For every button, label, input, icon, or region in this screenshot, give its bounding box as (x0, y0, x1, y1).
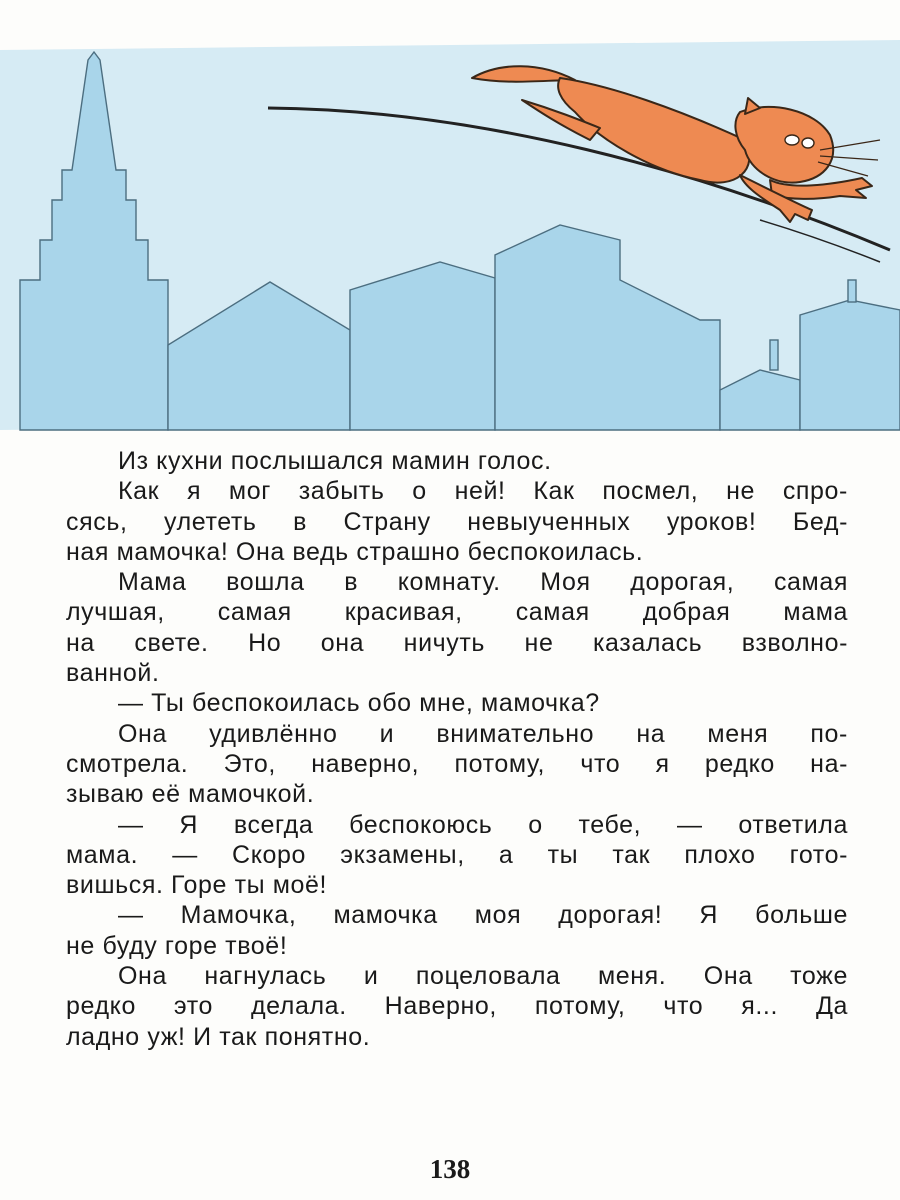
text-line: на свете. Но она ничуть не казалась взволно- (66, 628, 848, 657)
text-line: вишься. Горе ты моё! (66, 871, 328, 900)
text-line: редко это делала. Наверно, потому, что я... Да (66, 992, 848, 1021)
building-5 (800, 300, 900, 430)
text-line: ладно уж! И так понятно. (66, 1022, 371, 1051)
text-line: Она нагнулась и поцеловала меня. Она тоже (118, 962, 848, 991)
story-text (66, 446, 848, 1052)
text-line: Она удивлённо и внимательно на меня по- (118, 719, 848, 748)
text-line: мама. — Скоро экзамены, а ты так плохо гото- (66, 840, 848, 869)
page-number: 138 (429, 1154, 471, 1184)
illustration (0, 0, 900, 450)
text-line: — Ты беспокоилась обо мне, мамочка? (118, 689, 600, 718)
text-line: Мама вошла в комнату. Моя дорогая, самая (118, 568, 848, 597)
text-line: Из кухни послышался мамин голос. (118, 447, 552, 475)
text-line: ная мамочка! Она ведь страшно беспокоилась. (66, 537, 644, 566)
text-line: смотрела. Это, наверно, потому, что я редко на- (66, 749, 848, 778)
text-line: — Я всегда беспокоюсь о тебе, — ответила (118, 810, 848, 839)
text-line: не буду горе твоё! (66, 931, 288, 960)
text-line: лучшая, самая красивая, самая добрая мама (66, 598, 848, 627)
text-line: — Мамочка, мамочка моя дорогая! Я больше (118, 901, 848, 930)
chimney (770, 340, 778, 370)
chimney (848, 280, 856, 302)
text-line: Как я мог забыть о ней! Как посмел, не спро- (118, 477, 848, 506)
building-2 (350, 262, 495, 430)
text-line: зываю её мамочкой. (66, 780, 315, 809)
text-line: сясь, улететь в Страну невыученных уроков! Бед- (66, 507, 848, 536)
text-line: ванной. (66, 659, 160, 688)
